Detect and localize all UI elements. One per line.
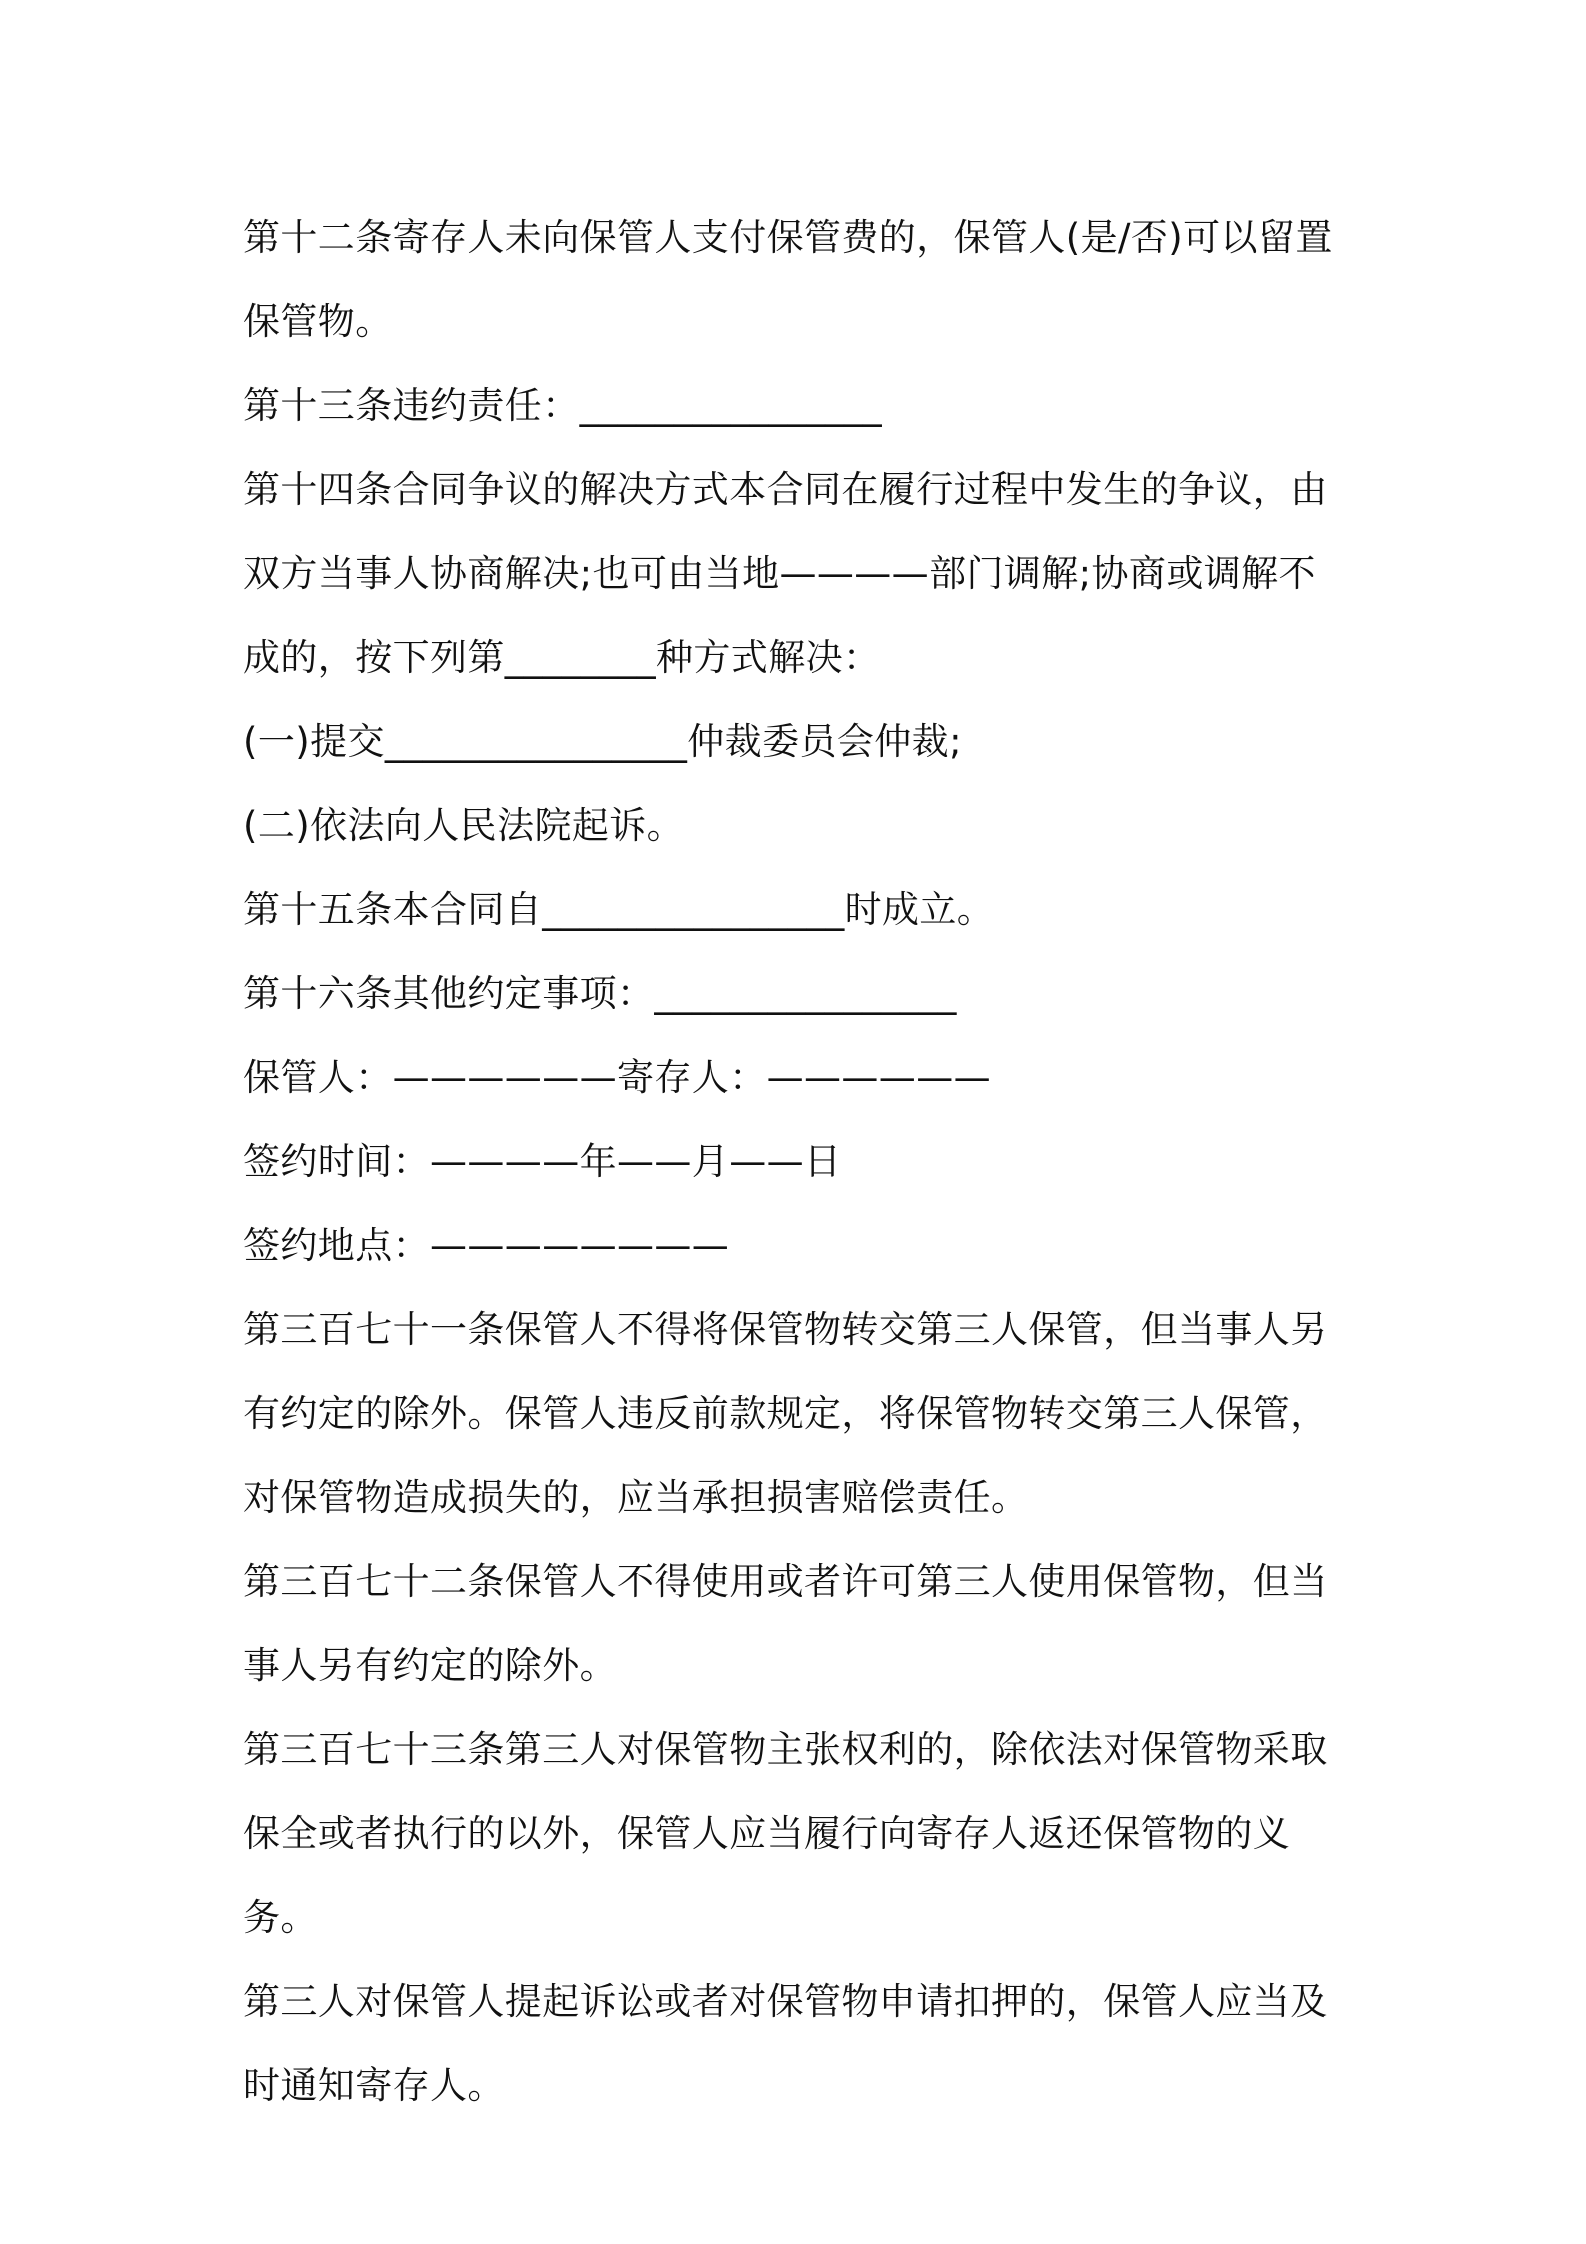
article-372-paragraph: 第三百七十二条保管人不得使用或者许可第三人使用保管物，但当事人另有约定的除外。 xyxy=(243,1560,1328,1687)
option-2-paragraph: (二)依法向人民法院起诉。 xyxy=(243,804,685,847)
signing-date-line: 签约时间：————年——月——日 xyxy=(243,1140,842,1183)
option-1-paragraph: (一)提交________________仲裁委员会仲裁; xyxy=(243,720,962,763)
third-party-paragraph: 第三人对保管人提起诉讼或者对保管物申请扣押的，保管人应当及时通知寄存人。 xyxy=(243,1980,1328,2107)
article-15-paragraph: 第十五条本合同自________________时成立。 xyxy=(243,888,995,931)
article-371-paragraph: 第三百七十一条保管人不得将保管物转交第三人保管，但当事人另有约定的除外。保管人违反前款规定，将保管物转交第三人保管，对保管物造成损失的，应当承担损害赔偿责任。 xyxy=(243,1308,1328,1519)
signing-place-line: 签约地点：———————— xyxy=(243,1224,730,1267)
article-16-paragraph: 第十六条其他约定事项：________________ xyxy=(243,972,957,1015)
article-373-paragraph: 第三百七十三条第三人对保管物主张权利的，除依法对保管物采取保全或者执行的以外，保管人应当履行向寄存人返还保管物的义务。 xyxy=(243,1728,1328,1939)
article-14-paragraph: 第十四条合同争议的解决方式本合同在履行过程中发生的争议，由双方当事人协商解决;也可由当地————部门调解;协商或调解不成的，按下列第________种方式解决： xyxy=(243,468,1328,679)
document-body xyxy=(243,196,1353,2128)
article-13-paragraph: 第十三条违约责任：________________ xyxy=(243,384,882,427)
signatories-line: 保管人：——————寄存人：—————— xyxy=(243,1056,991,1099)
article-12-paragraph: 第十二条寄存人未向保管人支付保管费的，保管人(是/否)可以留置保管物。 xyxy=(243,216,1333,343)
